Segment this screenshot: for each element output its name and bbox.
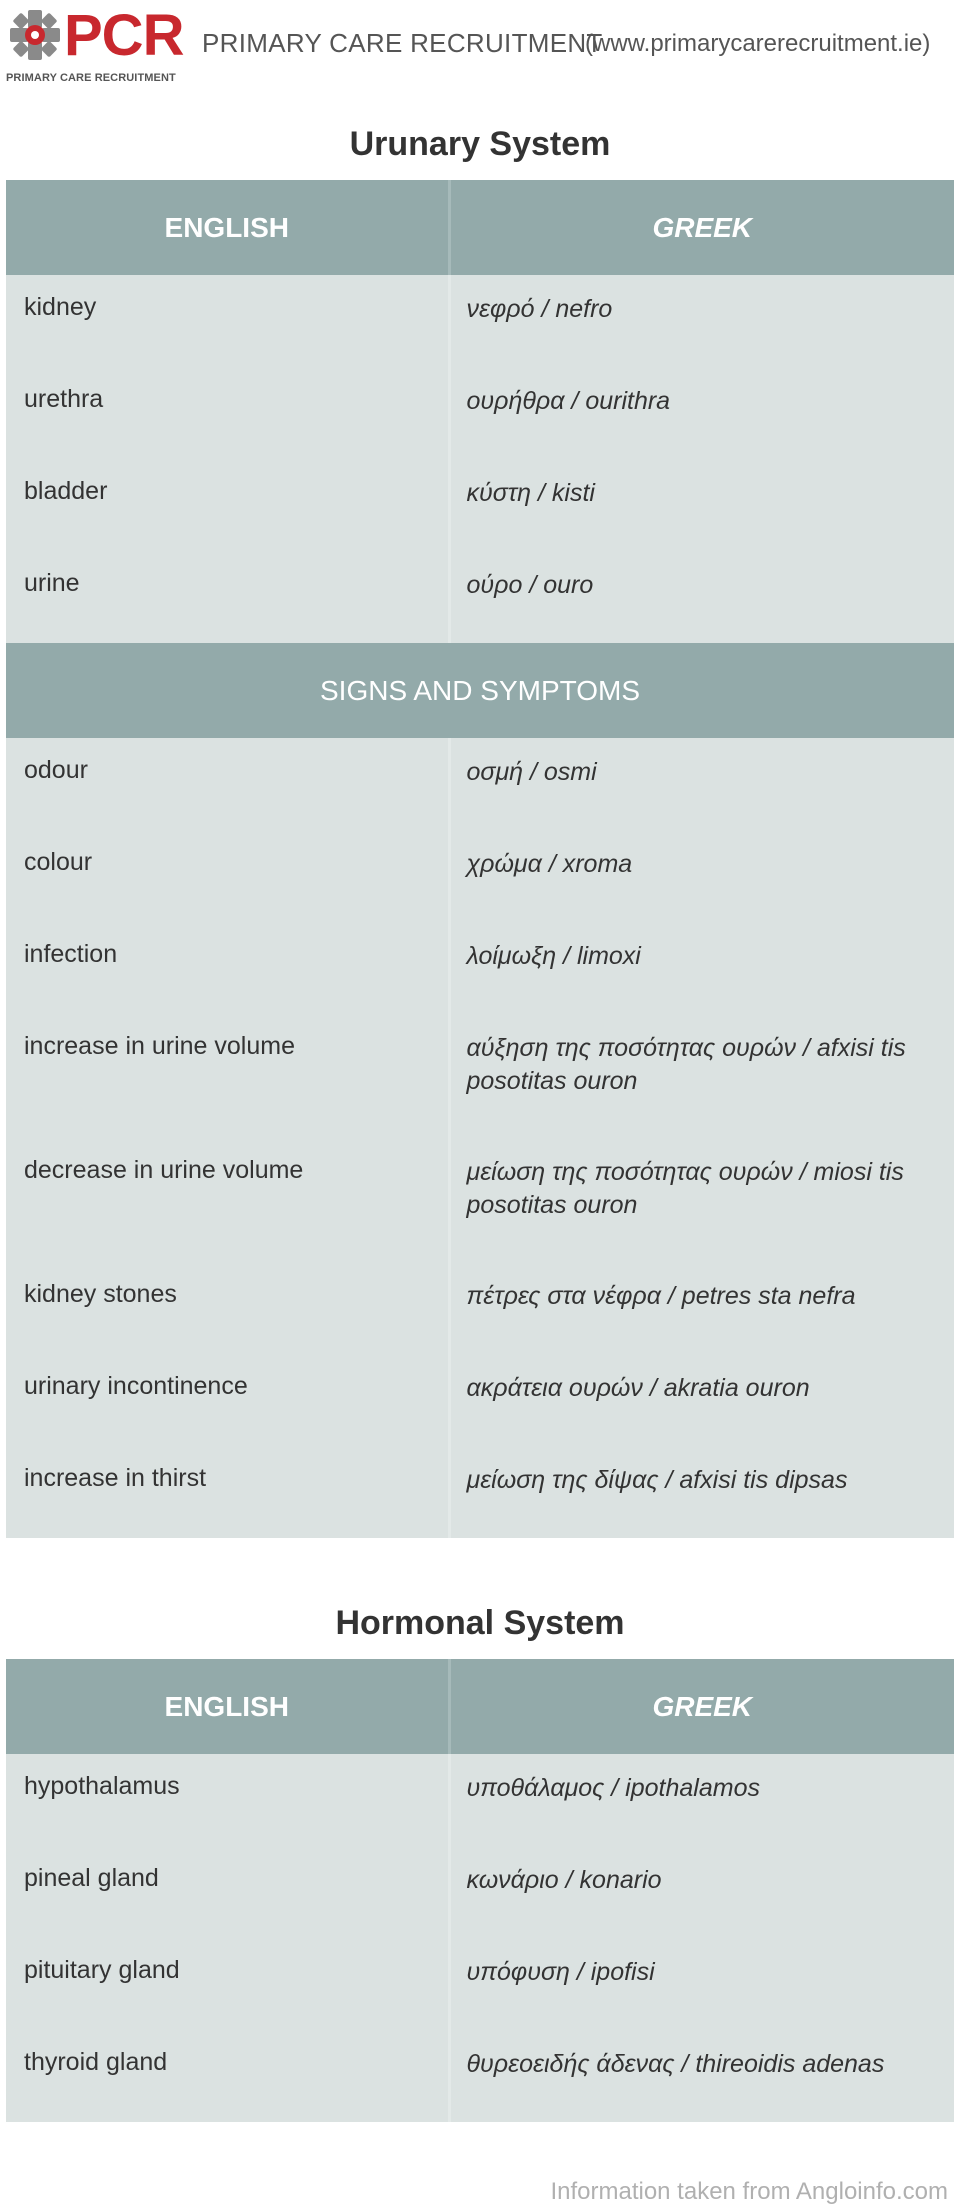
english-term: urethra (6, 367, 449, 459)
logo-wordmark: PCR (64, 3, 184, 68)
english-term: pineal gland (6, 1846, 449, 1938)
organization-name: PRIMARY CARE RECRUITMENT (202, 28, 603, 58)
hormonal-section-title: Hormonal System (335, 1604, 625, 1642)
logo-cross-icon (6, 6, 64, 64)
english-term: bladder (6, 459, 449, 551)
table-row (6, 1138, 954, 1262)
column-header-english: ENGLISH (6, 1659, 449, 1754)
greek-term: πέτρες στα νέφρα / petres sta nefra (449, 1262, 954, 1354)
english-term: decrease in urine volume (6, 1138, 449, 1262)
organization-url[interactable]: (www.primarycarerecruitment.ie) (585, 30, 931, 57)
table-header-row (6, 180, 954, 275)
table-row (6, 275, 954, 367)
table-row (6, 830, 954, 922)
greek-term: κύστη / kisti (449, 459, 954, 551)
urinary-vocab-table (6, 180, 954, 1538)
source-footnote: Information taken from Angloinfo.com (550, 2178, 948, 2205)
table-row (6, 459, 954, 551)
table-row (6, 1938, 954, 2030)
english-term: thyroid gland (6, 2030, 449, 2122)
english-term: kidney (6, 275, 449, 367)
greek-term: ουρήθρα / ourithra (449, 367, 954, 459)
hormonal-vocab-table (6, 1659, 954, 2122)
greek-term: νεφρό / nefro (449, 275, 954, 367)
table-row (6, 922, 954, 1014)
table-row (6, 738, 954, 830)
greek-term: οσμή / osmi (449, 738, 954, 830)
english-term: infection (6, 922, 449, 1014)
english-term: odour (6, 738, 449, 830)
greek-term: υπόφυση / ipofisi (449, 1938, 954, 2030)
table-row (6, 2030, 954, 2122)
english-term: urinary incontinence (6, 1354, 449, 1446)
english-term: increase in thirst (6, 1446, 449, 1538)
greek-term: μείωση της ποσότητας ουρών / miosi tis posotitas ouron (449, 1138, 954, 1262)
page-header (0, 0, 960, 90)
table-row (6, 1754, 954, 1846)
column-header-english: ENGLISH (6, 180, 449, 275)
urinary-section-title: Urunary System (349, 125, 611, 163)
table-row (6, 551, 954, 643)
english-term: hypothalamus (6, 1754, 449, 1846)
greek-term: ούρο / ouro (449, 551, 954, 643)
english-term: kidney stones (6, 1262, 449, 1354)
signs-and-symptoms-heading: SIGNS AND SYMPTOMS (6, 643, 954, 738)
table-row (6, 1846, 954, 1938)
table-row (6, 367, 954, 459)
logo-subtitle: PRIMARY CARE RECRUITMENT (6, 72, 176, 84)
table-row (6, 1262, 954, 1354)
english-term: increase in urine volume (6, 1014, 449, 1138)
greek-term: μείωση της δίψας / afxisi tis dipsas (449, 1446, 954, 1538)
table-row (6, 1354, 954, 1446)
greek-term: υποθάλαμος / ipothalamos (449, 1754, 954, 1846)
greek-term: ακράτεια ουρών / akratia ouron (449, 1354, 954, 1446)
english-term: colour (6, 830, 449, 922)
greek-term: αύξηση της ποσότητας ουρών / afxisi tis posotitas ouron (449, 1014, 954, 1138)
greek-term: χρώμα / xroma (449, 830, 954, 922)
column-header-greek: GREEK (449, 180, 954, 275)
greek-term: κωνάριο / konario (449, 1846, 954, 1938)
table-row (6, 1446, 954, 1538)
greek-term: θυρεοειδής άδενας / thireoidis adenas (449, 2030, 954, 2122)
table-header-row (6, 1659, 954, 1754)
subheading-row (6, 643, 954, 738)
table-row (6, 1014, 954, 1138)
column-header-greek: GREEK (449, 1659, 954, 1754)
english-term: urine (6, 551, 449, 643)
greek-term: λοίμωξη / limoxi (449, 922, 954, 1014)
english-term: pituitary gland (6, 1938, 449, 2030)
pcr-logo[interactable] (6, 3, 184, 86)
